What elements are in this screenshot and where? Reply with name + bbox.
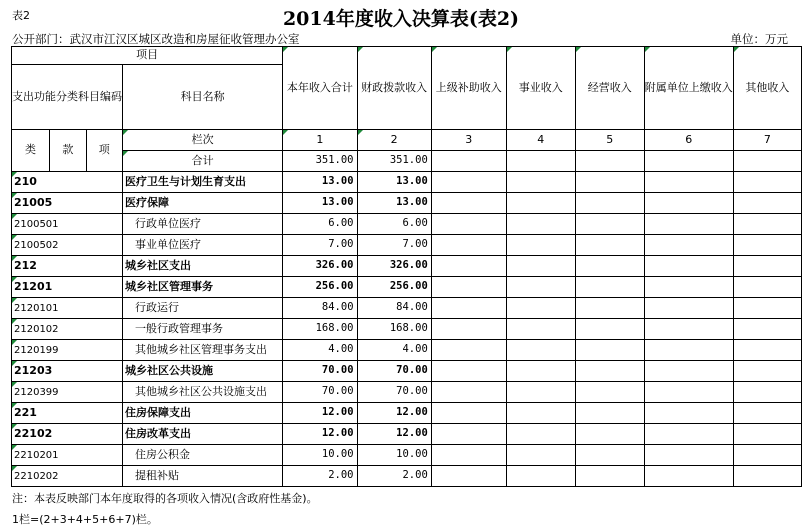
row-value-1: 4.00 bbox=[283, 340, 357, 361]
row-subject-name: 城乡社区公共设施 bbox=[123, 361, 283, 382]
row-value-2: 12.00 bbox=[357, 403, 431, 424]
row-value-7 bbox=[733, 382, 801, 403]
row-value-5 bbox=[575, 445, 644, 466]
row-code: 2120101 bbox=[12, 298, 123, 319]
total-value-6 bbox=[644, 151, 733, 172]
row-code: 2120102 bbox=[12, 319, 123, 340]
row-code: 212 bbox=[12, 256, 123, 277]
header-row-column-numbers bbox=[12, 130, 802, 151]
table-row bbox=[12, 319, 802, 340]
data-rows bbox=[12, 172, 802, 487]
total-value-2: 351.00 bbox=[357, 151, 431, 172]
row-subject-name: 其他城乡社区公共设施支出 bbox=[123, 382, 283, 403]
table-row bbox=[12, 424, 802, 445]
column-number-5: 5 bbox=[575, 130, 644, 151]
row-value-2: 168.00 bbox=[357, 319, 431, 340]
row-value-7 bbox=[733, 235, 801, 256]
row-value-6 bbox=[644, 277, 733, 298]
header-subject-name: 科目名称 bbox=[123, 65, 283, 130]
row-subject-name: 住房改革支出 bbox=[123, 424, 283, 445]
row-subject-name: 一般行政管理事务 bbox=[123, 319, 283, 340]
header-func-code: 支出功能分类科目编码 bbox=[12, 65, 123, 130]
sheet-label: 表2 bbox=[12, 9, 30, 22]
row-value-4 bbox=[506, 235, 575, 256]
row-value-5 bbox=[575, 256, 644, 277]
row-value-3 bbox=[431, 424, 506, 445]
row-value-3 bbox=[431, 403, 506, 424]
note-line-2: 1栏=(2+3+4+5+6+7)栏。 bbox=[12, 513, 158, 526]
row-value-1: 6.00 bbox=[283, 214, 357, 235]
row-code: 2120199 bbox=[12, 340, 123, 361]
row-value-6 bbox=[644, 361, 733, 382]
column-number-6: 6 bbox=[644, 130, 733, 151]
header-col-6: 附属单位上缴收入 bbox=[644, 47, 733, 130]
header-kuan: 款 bbox=[50, 130, 86, 172]
row-value-6 bbox=[644, 172, 733, 193]
row-subject-name: 事业单位医疗 bbox=[123, 235, 283, 256]
row-value-6 bbox=[644, 319, 733, 340]
row-code: 2100501 bbox=[12, 214, 123, 235]
row-value-4 bbox=[506, 298, 575, 319]
row-value-5 bbox=[575, 466, 644, 487]
row-value-1: 13.00 bbox=[283, 172, 357, 193]
row-value-5 bbox=[575, 277, 644, 298]
header-row-project bbox=[12, 47, 802, 65]
row-code: 22102 bbox=[12, 424, 123, 445]
header-col-5: 经营收入 bbox=[575, 47, 644, 130]
row-code: 221 bbox=[12, 403, 123, 424]
total-value-1: 351.00 bbox=[283, 151, 357, 172]
row-value-3 bbox=[431, 256, 506, 277]
row-subject-name: 医疗保障 bbox=[123, 193, 283, 214]
row-value-5 bbox=[575, 403, 644, 424]
row-code: 21203 bbox=[12, 361, 123, 382]
row-value-5 bbox=[575, 319, 644, 340]
table-row bbox=[12, 277, 802, 298]
total-label: 合计 bbox=[123, 151, 283, 172]
row-value-4 bbox=[506, 445, 575, 466]
row-value-2: 12.00 bbox=[357, 424, 431, 445]
row-value-5 bbox=[575, 235, 644, 256]
column-number-2: 2 bbox=[357, 130, 431, 151]
header-column-row-label: 栏次 bbox=[123, 130, 283, 151]
row-value-7 bbox=[733, 361, 801, 382]
header-xiang: 项 bbox=[86, 130, 122, 172]
row-code: 210 bbox=[12, 172, 123, 193]
row-value-3 bbox=[431, 172, 506, 193]
row-value-7 bbox=[733, 256, 801, 277]
row-value-5 bbox=[575, 298, 644, 319]
row-value-1: 256.00 bbox=[283, 277, 357, 298]
row-value-1: 13.00 bbox=[283, 193, 357, 214]
row-value-6 bbox=[644, 403, 733, 424]
row-value-1: 70.00 bbox=[283, 361, 357, 382]
row-value-4 bbox=[506, 340, 575, 361]
row-value-6 bbox=[644, 235, 733, 256]
row-value-1: 10.00 bbox=[283, 445, 357, 466]
row-value-2: 326.00 bbox=[357, 256, 431, 277]
row-value-5 bbox=[575, 382, 644, 403]
row-value-1: 2.00 bbox=[283, 466, 357, 487]
row-value-4 bbox=[506, 277, 575, 298]
header-col-1: 本年收入合计 bbox=[283, 47, 357, 130]
row-value-4 bbox=[506, 424, 575, 445]
row-value-7 bbox=[733, 466, 801, 487]
row-value-2: 6.00 bbox=[357, 214, 431, 235]
row-value-6 bbox=[644, 340, 733, 361]
row-subject-name: 其他城乡社区管理事务支出 bbox=[123, 340, 283, 361]
row-value-2: 10.00 bbox=[357, 445, 431, 466]
row-value-1: 12.00 bbox=[283, 424, 357, 445]
row-value-3 bbox=[431, 466, 506, 487]
row-value-4 bbox=[506, 403, 575, 424]
row-value-2: 2.00 bbox=[357, 466, 431, 487]
table-row bbox=[12, 193, 802, 214]
header-col-7: 其他收入 bbox=[733, 47, 801, 130]
row-value-7 bbox=[733, 277, 801, 298]
row-subject-name: 行政运行 bbox=[123, 298, 283, 319]
row-value-3 bbox=[431, 193, 506, 214]
income-table bbox=[11, 46, 802, 487]
row-subject-name: 提租补贴 bbox=[123, 466, 283, 487]
row-value-2: 13.00 bbox=[357, 172, 431, 193]
total-value-7 bbox=[733, 151, 801, 172]
row-value-1: 12.00 bbox=[283, 403, 357, 424]
row-value-5 bbox=[575, 172, 644, 193]
row-value-1: 70.00 bbox=[283, 382, 357, 403]
row-value-6 bbox=[644, 214, 733, 235]
column-number-1: 1 bbox=[283, 130, 357, 151]
total-value-4 bbox=[506, 151, 575, 172]
row-value-2: 13.00 bbox=[357, 193, 431, 214]
row-value-7 bbox=[733, 214, 801, 235]
total-value-3 bbox=[431, 151, 506, 172]
row-value-6 bbox=[644, 193, 733, 214]
row-code: 21005 bbox=[12, 193, 123, 214]
page-title: 2014年度收入决算表(表2) bbox=[282, 8, 520, 30]
row-value-4 bbox=[506, 193, 575, 214]
row-value-7 bbox=[733, 298, 801, 319]
header-col-3: 上级补助收入 bbox=[431, 47, 506, 130]
row-value-4 bbox=[506, 319, 575, 340]
header-project: 项目 bbox=[12, 47, 283, 65]
row-value-1: 84.00 bbox=[283, 298, 357, 319]
row-value-7 bbox=[733, 340, 801, 361]
row-code: 2210202 bbox=[12, 466, 123, 487]
column-number-3: 3 bbox=[431, 130, 506, 151]
row-subject-name: 住房保障支出 bbox=[123, 403, 283, 424]
row-value-2: 70.00 bbox=[357, 361, 431, 382]
row-value-2: 84.00 bbox=[357, 298, 431, 319]
row-value-6 bbox=[644, 466, 733, 487]
row-value-6 bbox=[644, 382, 733, 403]
row-value-5 bbox=[575, 361, 644, 382]
row-value-1: 7.00 bbox=[283, 235, 357, 256]
row-subject-name: 城乡社区管理事务 bbox=[123, 277, 283, 298]
note-line-1: 注：本表反映部门本年度取得的各项收入情况(含政府性基金)。 bbox=[12, 492, 318, 505]
row-subject-name: 城乡社区支出 bbox=[123, 256, 283, 277]
unit-label: 单位：万元 bbox=[730, 32, 788, 46]
total-value-5 bbox=[575, 151, 644, 172]
row-value-7 bbox=[733, 172, 801, 193]
table-row bbox=[12, 361, 802, 382]
row-value-4 bbox=[506, 382, 575, 403]
table-row bbox=[12, 403, 802, 424]
table-row bbox=[12, 256, 802, 277]
row-value-4 bbox=[506, 466, 575, 487]
table-row bbox=[12, 235, 802, 256]
row-subject-name: 行政单位医疗 bbox=[123, 214, 283, 235]
header-lei: 类 bbox=[12, 130, 50, 172]
row-value-5 bbox=[575, 214, 644, 235]
row-code: 2210201 bbox=[12, 445, 123, 466]
row-value-1: 326.00 bbox=[283, 256, 357, 277]
row-value-4 bbox=[506, 256, 575, 277]
header-col-2: 财政拨款收入 bbox=[357, 47, 431, 130]
row-code: 2120399 bbox=[12, 382, 123, 403]
table-row bbox=[12, 172, 802, 193]
table-row bbox=[12, 298, 802, 319]
row-value-6 bbox=[644, 445, 733, 466]
table-row bbox=[12, 445, 802, 466]
row-value-2: 256.00 bbox=[357, 277, 431, 298]
row-value-3 bbox=[431, 361, 506, 382]
row-value-4 bbox=[506, 361, 575, 382]
row-value-3 bbox=[431, 319, 506, 340]
table-row bbox=[12, 466, 802, 487]
row-value-5 bbox=[575, 424, 644, 445]
row-value-6 bbox=[644, 256, 733, 277]
column-number-7: 7 bbox=[733, 130, 801, 151]
row-value-5 bbox=[575, 340, 644, 361]
row-subject-name: 住房公积金 bbox=[123, 445, 283, 466]
table-row bbox=[12, 340, 802, 361]
row-value-1: 168.00 bbox=[283, 319, 357, 340]
row-value-3 bbox=[431, 298, 506, 319]
row-value-3 bbox=[431, 340, 506, 361]
row-value-2: 4.00 bbox=[357, 340, 431, 361]
table-row bbox=[12, 382, 802, 403]
row-value-3 bbox=[431, 214, 506, 235]
department-label: 公开部门：武汉市江汉区城区改造和房屋征收管理办公室 bbox=[12, 32, 300, 46]
row-code: 2100502 bbox=[12, 235, 123, 256]
row-value-3 bbox=[431, 445, 506, 466]
row-value-4 bbox=[506, 172, 575, 193]
row-value-7 bbox=[733, 424, 801, 445]
row-value-2: 70.00 bbox=[357, 382, 431, 403]
row-value-7 bbox=[733, 403, 801, 424]
row-value-6 bbox=[644, 424, 733, 445]
row-value-4 bbox=[506, 214, 575, 235]
total-row bbox=[12, 151, 802, 172]
header-col-4: 事业收入 bbox=[506, 47, 575, 130]
row-value-3 bbox=[431, 382, 506, 403]
row-value-2: 7.00 bbox=[357, 235, 431, 256]
row-subject-name: 医疗卫生与计划生育支出 bbox=[123, 172, 283, 193]
row-value-3 bbox=[431, 277, 506, 298]
row-value-7 bbox=[733, 319, 801, 340]
row-value-3 bbox=[431, 235, 506, 256]
row-value-5 bbox=[575, 193, 644, 214]
table-row bbox=[12, 214, 802, 235]
column-number-4: 4 bbox=[506, 130, 575, 151]
row-value-6 bbox=[644, 298, 733, 319]
row-code: 21201 bbox=[12, 277, 123, 298]
row-value-7 bbox=[733, 445, 801, 466]
row-value-7 bbox=[733, 193, 801, 214]
